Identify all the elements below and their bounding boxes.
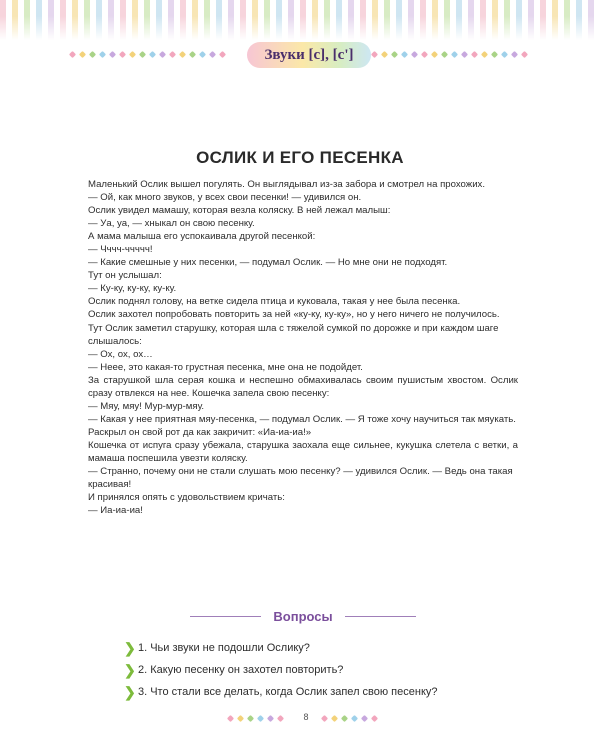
story-title: ОСЛИК И ЕГО ПЕСЕНКА — [196, 148, 404, 167]
story-line: — Ох, ох, ох… — [88, 348, 153, 360]
decorative-dot — [237, 715, 244, 722]
question-text: 3. Что стали все делать, когда Ослик запел свою песенку? — [138, 686, 438, 698]
decorative-dot — [351, 715, 358, 722]
decorative-dot — [401, 51, 408, 58]
story-line: — Странно, почему они не стали слушать мою песенку? — удивился Ослик. — Ведь она такая красивая! — [88, 466, 513, 491]
question-item — [124, 681, 438, 703]
chevron-right-icon: ❯ — [124, 661, 136, 678]
decorative-dot — [89, 51, 96, 58]
decorative-dot — [149, 51, 156, 58]
decorative-dot — [471, 51, 478, 58]
decorative-dot — [219, 51, 226, 58]
decorative-dot — [139, 51, 146, 58]
story-body — [88, 178, 518, 517]
story-line: Тут он услышал: — [88, 270, 162, 282]
story-line: — Какие смешные у них песенки, — подумал Ослик. — Но мне они не подходят. — [88, 257, 448, 269]
story-line: Раскрыл он свой рот да как закричит: «Иа-иа-иа!» — [88, 426, 312, 438]
question-text: 1. Чьи звуки не подошли Ослику? — [138, 642, 310, 654]
decorative-dot — [267, 715, 274, 722]
decorative-dot — [199, 51, 206, 58]
section-tab — [247, 42, 371, 68]
decorative-dot — [209, 51, 216, 58]
decorative-dot — [159, 51, 166, 58]
decorative-dot — [481, 51, 488, 58]
decorative-dot — [179, 51, 186, 58]
decorative-dot — [411, 51, 418, 58]
decorative-dot — [189, 51, 196, 58]
decorative-dot — [521, 51, 528, 58]
story-line: Ослик увидел мамашу, которая везла коляску. В ней лежал малыш: — [88, 205, 391, 217]
decorative-dot — [431, 51, 438, 58]
story-line: — Какая у нее приятная мяу-песенка, — подумал Ослик. — Я тоже хочу научиться так мяукать. — [88, 413, 516, 425]
decorative-dot — [421, 51, 428, 58]
decorative-dot — [79, 51, 86, 58]
question-text: 2. Какую песенку он захотел повторить? — [138, 664, 344, 676]
story-line: И принялся опять с удовольствием кричать: — [88, 492, 285, 504]
footer-dots-right — [322, 716, 377, 721]
story-line: — Чччч-ччччч! — [88, 244, 153, 256]
story-line: За старушкой шла серая кошка и неспешно обмахивалась своим пушистым хвостом. Ослик сразу отвлекся на нее. Кошечка запела свою песенку: — [88, 374, 518, 399]
questions-header — [190, 608, 416, 624]
decorative-dot — [391, 51, 398, 58]
page-number: 8 — [303, 712, 309, 722]
decorative-dot — [247, 715, 254, 722]
decorative-dot — [501, 51, 508, 58]
story-line: Кошечка от испуга сразу убежала, старушка заохала еще сильнее, кукушка слетела с ветки, а мамаша поспешила увезти коляску. — [88, 439, 518, 464]
story-line: — Нееe, это какая-то грустная песенка, мне она не подойдет. — [88, 361, 363, 373]
story-line: Маленький Ослик вышел погулять. Он выглядывал из-за забора и смотрел на прохожих. — [88, 179, 486, 190]
decorative-dot — [371, 51, 378, 58]
decorative-stripes — [0, 0, 600, 40]
footer-dots-left — [228, 716, 283, 721]
decorative-dot — [461, 51, 468, 58]
section-tab-label: Звуки [с], [с'] — [264, 46, 354, 63]
decorative-dot — [511, 51, 518, 58]
decorative-dot — [341, 715, 348, 722]
story-line: Ослик захотел попробовать повторить за ней «ку-ку, ку-ку», но у него ничего не получилось. — [88, 309, 500, 321]
question-item — [124, 637, 438, 659]
decorative-dot — [451, 51, 458, 58]
story-line: — Иа-иа-иа! — [88, 505, 143, 517]
story-line: — Уа, уа, — хныкал он свою песенку. — [88, 218, 255, 230]
chevron-right-icon: ❯ — [124, 639, 136, 656]
divider-left — [190, 616, 261, 617]
decorative-dot — [277, 715, 284, 722]
decorative-dot — [381, 51, 388, 58]
story-line: Ослик поднял голову, на ветке сидела птица и куковала, такая у нее была песенка. — [88, 296, 461, 308]
decorative-dot — [361, 715, 368, 722]
decorative-dot — [99, 51, 106, 58]
decorative-dot — [321, 715, 328, 722]
questions-list — [124, 637, 438, 703]
decorative-dot — [109, 51, 116, 58]
decorative-dot — [441, 51, 448, 58]
decorative-dot — [491, 51, 498, 58]
story-line: — Мяу, мяу! Мур-мур-мяу. — [88, 400, 205, 412]
header-dots-right — [372, 52, 527, 57]
questions-title: Вопросы — [273, 608, 333, 624]
decorative-dot — [331, 715, 338, 722]
header-dots-left — [70, 52, 225, 57]
decorative-dot — [227, 715, 234, 722]
divider-right — [345, 616, 416, 617]
decorative-dot — [129, 51, 136, 58]
decorative-dot — [169, 51, 176, 58]
decorative-dot — [69, 51, 76, 58]
story-line: — Ку-ку, ку-ку, ку-ку. — [88, 283, 177, 295]
story-line: А мама малыша его успокаивала другой песенкой: — [88, 231, 316, 243]
decorative-dot — [371, 715, 378, 722]
story-line: Тут Ослик заметил старушку, которая шла с тяжелой сумкой по дорожке и при каждом шаге слышалось: — [88, 322, 499, 347]
story-line: — Ой, как много звуков, у всех свои песенки! — удивился он. — [88, 192, 362, 204]
decorative-dot — [119, 51, 126, 58]
question-item — [124, 659, 438, 681]
decorative-dot — [257, 715, 264, 722]
chevron-right-icon: ❯ — [124, 683, 136, 700]
